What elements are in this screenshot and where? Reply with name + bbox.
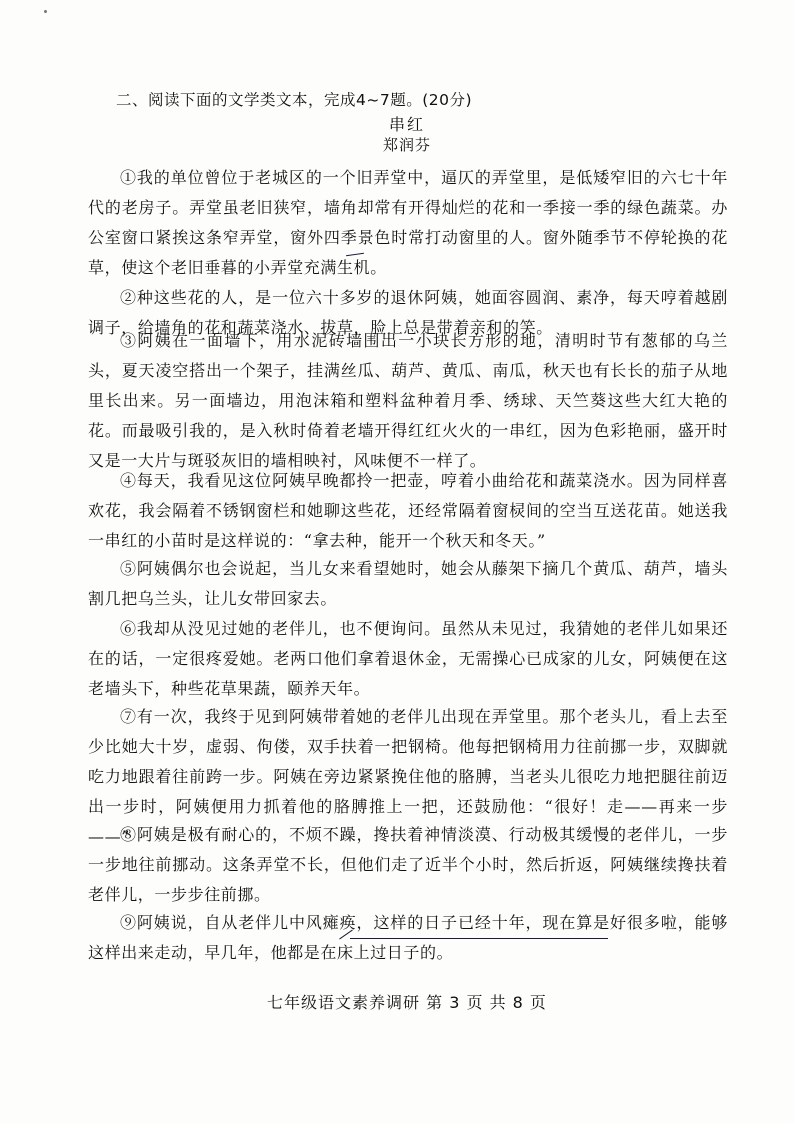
page-footer: 七年级语文素养调研 第 3 页 共 8 页 — [267, 993, 547, 1012]
paragraph-5: ⑤阿姨偶尔也会说起，当儿女来看望她时，她会从藤架下摘几个黄瓜、葫芦，墙头割几把乌兰头，让儿女带回家去。 — [88, 559, 728, 608]
paragraph-3: ③阿姨在一面墙下，用水泥砖墙围出一小块长方形的地，清明时节有葱郁的乌兰头，夏天凌空搭出一个架子，挂满丝瓜、葫芦、黄瓜、南瓜，秋天也有长长的茄子从地里长出来。另一面墙边，用泡沫箱和塑料盆种着月季、绣球、天竺葵这些大红大艳的花。而最吸引我的，是入秋时倚着老墙开得红红火火的一串红，因为色彩艳丽，盛开时又是一大片与斑驳灰旧的墙相映衬，风味便不一样了。 — [88, 331, 728, 470]
paragraph-1: ①我的单位曾位于老城区的一个旧弄堂中，逼仄的弄堂里，是低矮窄旧的六七十年代的老房子。弄堂虽老旧狭窄，墙角却常有开得灿烂的花和一季接一季的绿色蔬菜。办公室窗口紧挨这条窄弄堂，窗外四季景色时常打动窗里的人。窗外随季节不停轮换的花草，使这个老旧垂暮的小弄堂充满生机。 — [88, 168, 728, 277]
article-author: 郑润芬 — [382, 136, 431, 154]
section-heading: 二、阅读下面的文学类文本，完成4~7题。(20分) — [116, 91, 473, 109]
article-title: 串红 — [388, 115, 425, 134]
paragraph-2: ②种这些花的人，是一位六十多岁的退休阿姨，她面容圆润、素净，每天哼着越剧调子，给墙角的花和蔬菜浇水、拔草，脸上总是带着亲和的笑。 — [88, 288, 728, 337]
scan-speck — [44, 10, 47, 13]
paragraph-8: ⑧阿姨是极有耐心的，不烦不躁，搀扶着神情淡漠、行动极其缓慢的老伴儿，一步一步地往前挪动。这条弄堂不长，但他们走了近半个小时，然后折返，阿姨继续搀扶着老伴儿，一步步往前挪。 — [88, 825, 728, 904]
paragraph-6: ⑥我却从没见过她的老伴儿，也不便询问。虽然从未见过，我猜她的老伴儿如果还在的话，一定很疼爱她。老两口他们拿着退休金，无需操心已成家的儿女，阿姨便在这老墙头下，种些花草果蔬，颐养天年。 — [88, 619, 728, 698]
paragraph-9: ⑨阿姨说，自从老伴儿中风瘫痪，这样的日子已经十年，现在算是好很多啦，能够这样出来走动，早几年，他都是在床上过日子的。 — [88, 913, 728, 962]
paragraph-4: ④每天，我看见这位阿姨早晚都拎一把壶，哼着小曲给花和蔬菜浇水。因为同样喜欢花，我会隔着不锈钢窗栏和她聊这些花，还经常隔着窗棂间的空当互送花苗。她送我一串红的小苗时是这样说的：“拿去种，能开一个秋天和冬天。” — [88, 471, 728, 550]
paragraph-7: ⑦有一次，我终于见到阿姨带着她的老伴儿出现在弄堂里。那个老头儿，看上去至少比她大十岁，虚弱、佝偻，双手扶着一把钢椅。他每把钢椅用力往前挪一步，双脚就吃力地跟着往前跨一步。阿姨在旁边紧紧挽住他的胳膊，当老头儿很吃力地把腿往前迈出一步时，阿姨便用力抓着他的胳膊推上一把，还鼓励他：“很好！走——再来一步——” — [88, 707, 728, 846]
handwritten-underline — [350, 938, 608, 939]
